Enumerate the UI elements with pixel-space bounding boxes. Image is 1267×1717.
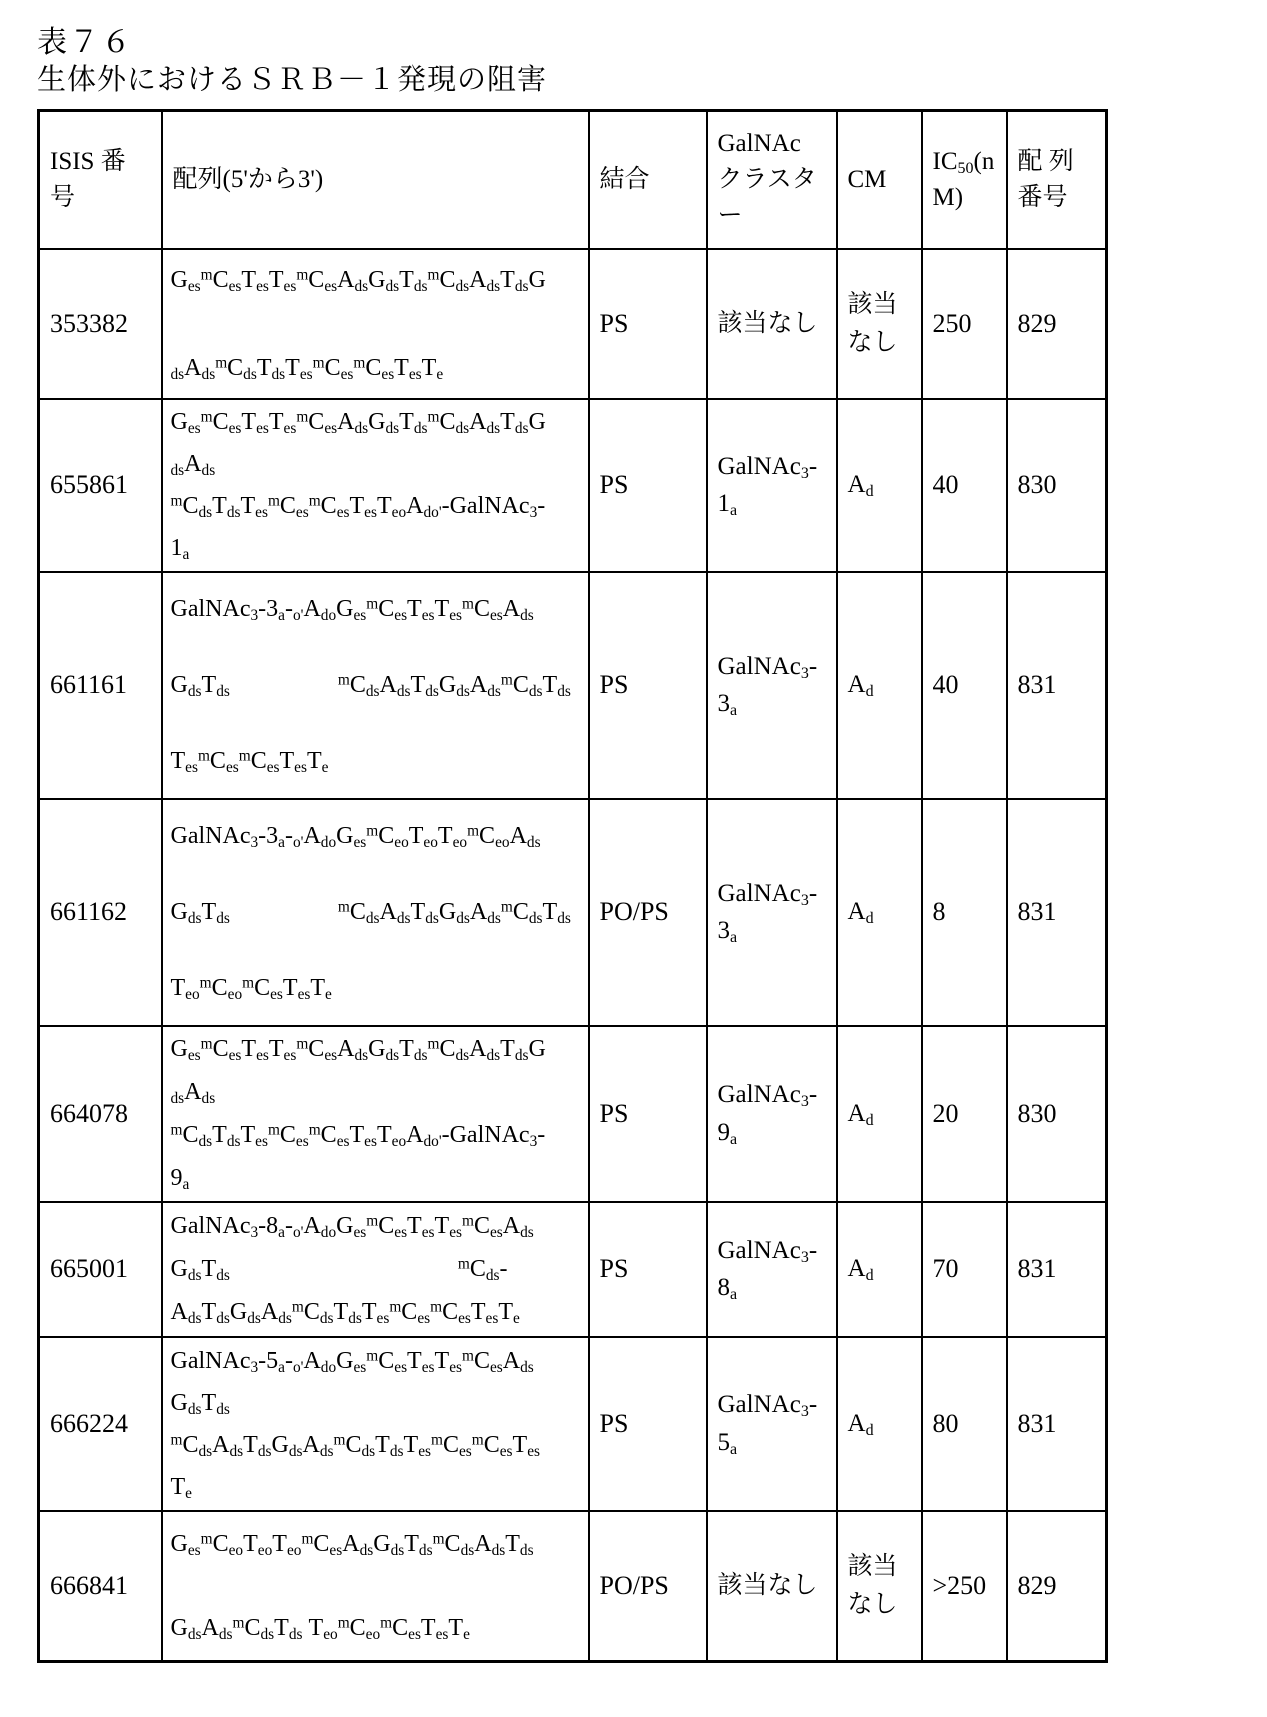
isis-number-cell: 665001 bbox=[39, 1202, 162, 1337]
sequence-cell bbox=[162, 572, 589, 799]
seq-id-cell: 830 bbox=[1007, 1026, 1107, 1202]
sequence-line: $T_{es}^mC_{es}^mC_{es}T_{es}T_e$ bbox=[170, 747, 329, 777]
sequence-line: $9_a$ bbox=[170, 1165, 190, 1194]
sequence-lines bbox=[171, 821, 580, 1003]
sequence-lines bbox=[171, 407, 580, 563]
sequence-line: $G_{ds}T_{ds}$ $^mC_{ds}-$ bbox=[170, 1255, 508, 1285]
sequence-line: $G_{ds}A_{ds}^mC_{ds}T_{ds}$ $T_{eo}^mC_{eo}^mC_{es}T_{es}T_e$ bbox=[170, 1614, 470, 1643]
isis-number-cell: 661161 bbox=[39, 572, 162, 799]
sequence-line: $GalNAc_3-5_a-_{o'}A_{do}G_{es}^mC_{es}T_{es}T_{es}^mC_{es}A_{ds}$ bbox=[170, 1347, 534, 1376]
sequence-lines bbox=[171, 1211, 580, 1327]
galnac-cluster-cell: $GalNAc_3-3_a$ bbox=[707, 799, 837, 1026]
galnac-cluster-cell: $GalNAc_3-3_a$ bbox=[707, 572, 837, 799]
table-row bbox=[39, 249, 1107, 399]
ic50-cell: >250 bbox=[922, 1511, 1007, 1662]
sequence-line: $1_a$ bbox=[170, 535, 190, 564]
header-linkage: 結合 bbox=[589, 111, 707, 249]
sequence-line: $G_{es}^mC_{es}T_{es}T_{es}^mC_{es}A_{ds}G_{ds}T_{ds}^mC_{ds}A_{ds}T_{ds}G$ bbox=[170, 408, 546, 438]
cm-cell: $A_d$ bbox=[837, 1202, 922, 1337]
isis-number-cell: 666224 bbox=[39, 1337, 162, 1511]
sequence-cell bbox=[162, 1202, 589, 1337]
sequence-line: $G_{ds}T_{ds}$ $^mC_{ds}A_{ds}T_{ds}G_{ds}A_{ds}^mC_{ds}T_{ds}$ bbox=[170, 671, 571, 701]
ic50-cell: 20 bbox=[922, 1026, 1007, 1202]
ic50-cell: 8 bbox=[922, 799, 1007, 1026]
isis-number-cell: 664078 bbox=[39, 1026, 162, 1202]
sequence-cell bbox=[162, 399, 589, 572]
sequence-line: $_{ds}A_{ds}$ bbox=[170, 1079, 216, 1108]
ic50-cell: 40 bbox=[922, 572, 1007, 799]
galnac-cluster-cell: $GalNAc_3-1_a$ bbox=[707, 399, 837, 572]
sequence-cell bbox=[162, 1511, 589, 1662]
seq-id-cell: 830 bbox=[1007, 399, 1107, 572]
galnac-cluster-cell: $GalNAc_3-9_a$ bbox=[707, 1026, 837, 1202]
galnac-cluster-cell: 該当なし bbox=[707, 249, 837, 399]
header-row bbox=[39, 111, 1107, 249]
sequence-line: $A_{ds}T_{ds}G_{ds}A_{ds}^mC_{ds}T_{ds}T_{es}^mC_{es}^mC_{es}T_{es}T_e$ bbox=[170, 1298, 520, 1328]
cm-cell: $A_d$ bbox=[837, 572, 922, 799]
sequence-lines bbox=[171, 1529, 580, 1643]
table-row bbox=[39, 399, 1107, 572]
table-row bbox=[39, 1337, 1107, 1511]
header-isis-number: ISIS 番号 bbox=[39, 111, 162, 249]
seq-id-cell: 831 bbox=[1007, 799, 1107, 1026]
linkage-cell: PO/PS bbox=[589, 799, 707, 1026]
seq-id-cell: 829 bbox=[1007, 1511, 1107, 1662]
linkage-cell: PS bbox=[589, 1202, 707, 1337]
table-row bbox=[39, 799, 1107, 1026]
sequence-line: $G_{es}^mC_{eo}T_{eo}T_{eo}^mC_{es}A_{ds}G_{ds}T_{ds}^mC_{ds}A_{ds}T_{ds}$ bbox=[170, 1530, 534, 1559]
isis-number-cell: 666841 bbox=[39, 1511, 162, 1662]
header-cm: CM bbox=[837, 111, 922, 249]
sequence-line: $GalNAc_3-8_a-_{o'}A_{do}G_{es}^mC_{es}T_{es}T_{es}^mC_{es}A_{ds}$ bbox=[170, 1212, 534, 1242]
header-ic50: $IC_{50}(nM)$ bbox=[922, 111, 1007, 249]
sequence-line: $G_{ds}T_{ds}$ bbox=[170, 1389, 230, 1418]
sequence-line: $T_e$ bbox=[170, 1473, 192, 1502]
sequence-line: $G_{es}^mC_{es}T_{es}T_{es}^mC_{es}A_{ds}G_{ds}T_{ds}^mC_{ds}A_{ds}T_{ds}G$ bbox=[170, 266, 546, 295]
sequence-line: $_{ds}A_{ds}$ bbox=[170, 451, 216, 480]
table-row bbox=[39, 572, 1107, 799]
srb1-inhibition-table bbox=[37, 109, 1108, 1663]
cm-cell: 該当なし bbox=[837, 1511, 922, 1662]
sequence-line: $^mC_{ds}T_{ds}T_{es}^mC_{es}^mC_{es}T_{es}T_{eo}A_{do'}-GalNAc_3-$ bbox=[170, 1121, 546, 1151]
cm-cell: $A_d$ bbox=[837, 1337, 922, 1511]
table-row bbox=[39, 1511, 1107, 1662]
sequence-line: $G_{es}^mC_{es}T_{es}T_{es}^mC_{es}A_{ds}G_{ds}T_{ds}^mC_{ds}A_{ds}T_{ds}G$ bbox=[170, 1035, 546, 1065]
sequence-line: $GalNAc_3-3_a-_{o'}A_{do}G_{es}^mC_{es}T_{es}T_{es}^mC_{es}A_{ds}$ bbox=[170, 595, 534, 625]
sequence-line: $GalNAc_3-3_a-_{o'}A_{do}G_{es}^mC_{eo}T_{eo}T_{eo}^mC_{eo}A_{ds}$ bbox=[170, 822, 541, 852]
linkage-cell: PS bbox=[589, 249, 707, 399]
seq-id-cell: 831 bbox=[1007, 1202, 1107, 1337]
galnac-cluster-cell: $GalNAc_3-5_a$ bbox=[707, 1337, 837, 1511]
cm-cell: $A_d$ bbox=[837, 799, 922, 1026]
sequence-lines bbox=[171, 1034, 580, 1193]
isis-number-cell: 353382 bbox=[39, 249, 162, 399]
table-label: 表７６ bbox=[37, 26, 133, 59]
seq-id-cell: 829 bbox=[1007, 249, 1107, 399]
cm-cell: $A_d$ bbox=[837, 1026, 922, 1202]
sequence-cell bbox=[162, 249, 589, 399]
table-body bbox=[39, 249, 1107, 1662]
cm-cell: 該当なし bbox=[837, 249, 922, 399]
sequence-cell bbox=[162, 1026, 589, 1202]
sequence-line: $^mC_{ds}T_{ds}T_{es}^mC_{es}^mC_{es}T_{es}T_{eo}A_{do'}-GalNAc_3-$ bbox=[170, 492, 546, 522]
sequence-line: $^mC_{ds}A_{ds}T_{ds}G_{ds}A_{ds}^mC_{ds}T_{ds}T_{es}^mC_{es}^mC_{es}T_{es}$ bbox=[170, 1431, 540, 1460]
galnac-cluster-cell: 該当なし bbox=[707, 1511, 837, 1662]
title-block bbox=[37, 24, 1267, 99]
header-sequence: 配列(5'から3') bbox=[162, 111, 589, 249]
header-seq-id: 配 列番号 bbox=[1007, 111, 1107, 249]
ic50-cell: 80 bbox=[922, 1337, 1007, 1511]
seq-id-cell: 831 bbox=[1007, 1337, 1107, 1511]
sequence-cell bbox=[162, 799, 589, 1026]
table-title: 生体外におけるＳＲＢ－１発現の阻害 bbox=[37, 63, 548, 96]
linkage-cell: PS bbox=[589, 399, 707, 572]
isis-number-cell: 661162 bbox=[39, 799, 162, 1026]
sequence-lines bbox=[171, 1346, 580, 1502]
linkage-cell: PS bbox=[589, 572, 707, 799]
isis-number-cell: 655861 bbox=[39, 399, 162, 572]
linkage-cell: PO/PS bbox=[589, 1511, 707, 1662]
sequence-line: $T_{eo}^mC_{eo}^mC_{es}T_{es}T_e$ bbox=[170, 974, 332, 1004]
ic50-cell: 70 bbox=[922, 1202, 1007, 1337]
sequence-line: $G_{ds}T_{ds}$ $^mC_{ds}A_{ds}T_{ds}G_{ds}A_{ds}^mC_{ds}T_{ds}$ bbox=[170, 898, 571, 928]
sequence-lines bbox=[171, 594, 580, 776]
table-row bbox=[39, 1026, 1107, 1202]
ic50-cell: 40 bbox=[922, 399, 1007, 572]
header-galnac-cluster: GalNAcクラスター bbox=[707, 111, 837, 249]
ic50-cell: 250 bbox=[922, 249, 1007, 399]
table-row bbox=[39, 1202, 1107, 1337]
sequence-cell bbox=[162, 1337, 589, 1511]
seq-id-cell: 831 bbox=[1007, 572, 1107, 799]
sequence-lines bbox=[171, 265, 580, 383]
linkage-cell: PS bbox=[589, 1337, 707, 1511]
sequence-line: $_{ds}A_{ds}^mC_{ds}T_{ds}T_{es}^mC_{es}^mC_{es}T_{es}T_e$ bbox=[170, 354, 444, 383]
galnac-cluster-cell: $GalNAc_3-8_a$ bbox=[707, 1202, 837, 1337]
linkage-cell: PS bbox=[589, 1026, 707, 1202]
cm-cell: $A_d$ bbox=[837, 399, 922, 572]
